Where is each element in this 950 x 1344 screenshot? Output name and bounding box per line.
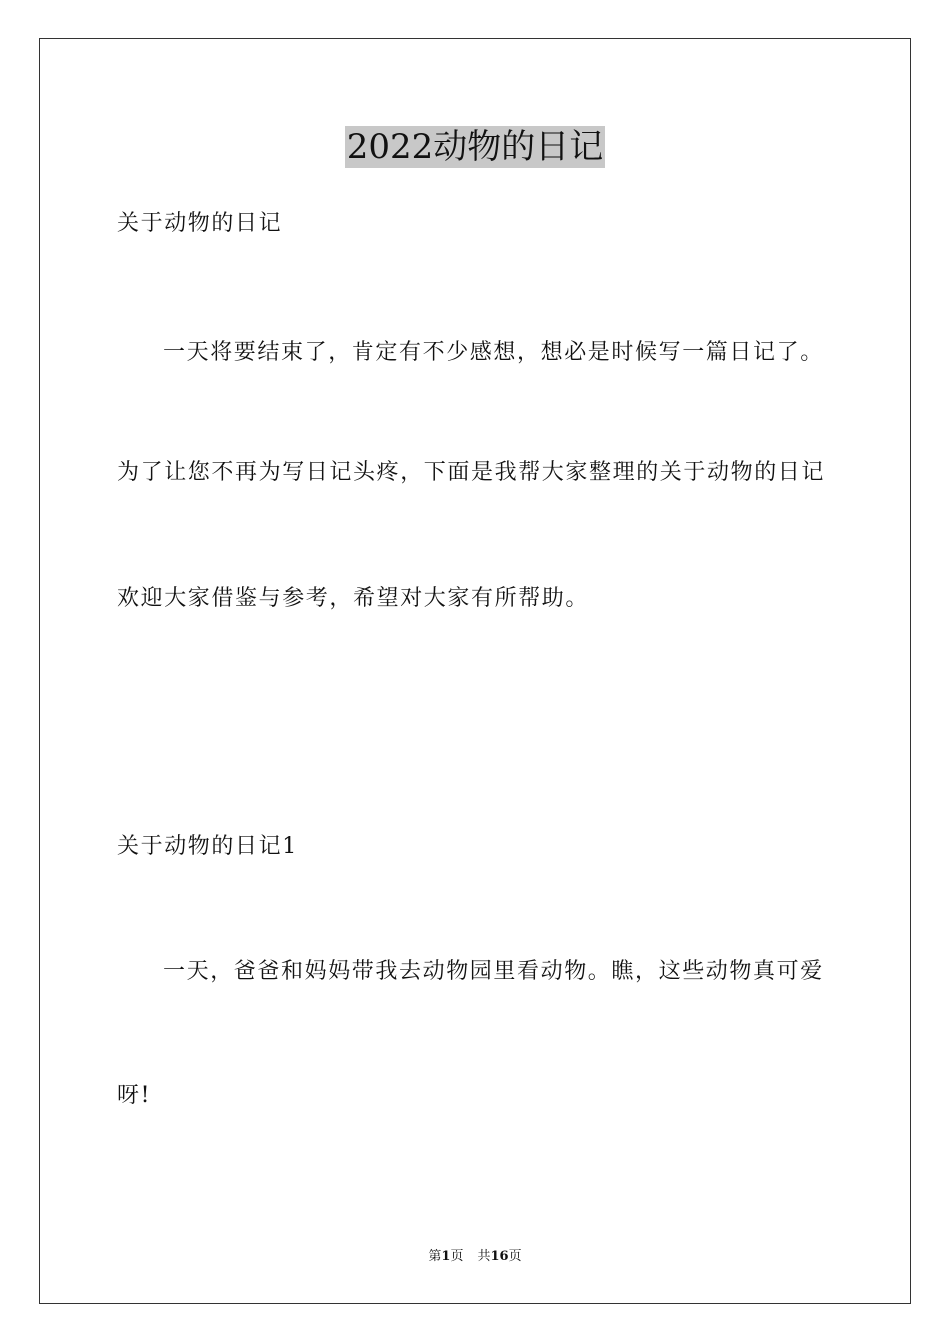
subtitle: 关于动物的日记	[117, 211, 283, 236]
intro-line-1: 一天将要结束了，肯定有不少感想，想必是时候写一篇日记了。	[163, 340, 824, 365]
body-line-2: 呀!	[117, 1083, 152, 1108]
page-number: 1	[441, 1249, 451, 1264]
intro-line-2: 为了让您不再为写日记头疼，下面是我帮大家整理的关于动物的日记	[117, 460, 826, 485]
page-prefix: 第	[428, 1249, 442, 1264]
section-heading: 关于动物的日记1	[117, 834, 298, 859]
total-pages: 16	[490, 1249, 509, 1264]
page-suffix: 页	[450, 1249, 464, 1264]
page-footer	[0, 1248, 950, 1266]
title-container	[0, 126, 950, 168]
document-title: 2022动物的日记	[346, 127, 604, 167]
body-line-1: 一天，爸爸和妈妈带我去动物园里看动物。瞧，这些动物真可爱	[163, 959, 824, 984]
total-suffix: 页	[508, 1249, 522, 1264]
intro-line-3: 欢迎大家借鉴与参考，希望对大家有所帮助。	[117, 586, 590, 611]
total-prefix: 共	[477, 1249, 491, 1264]
